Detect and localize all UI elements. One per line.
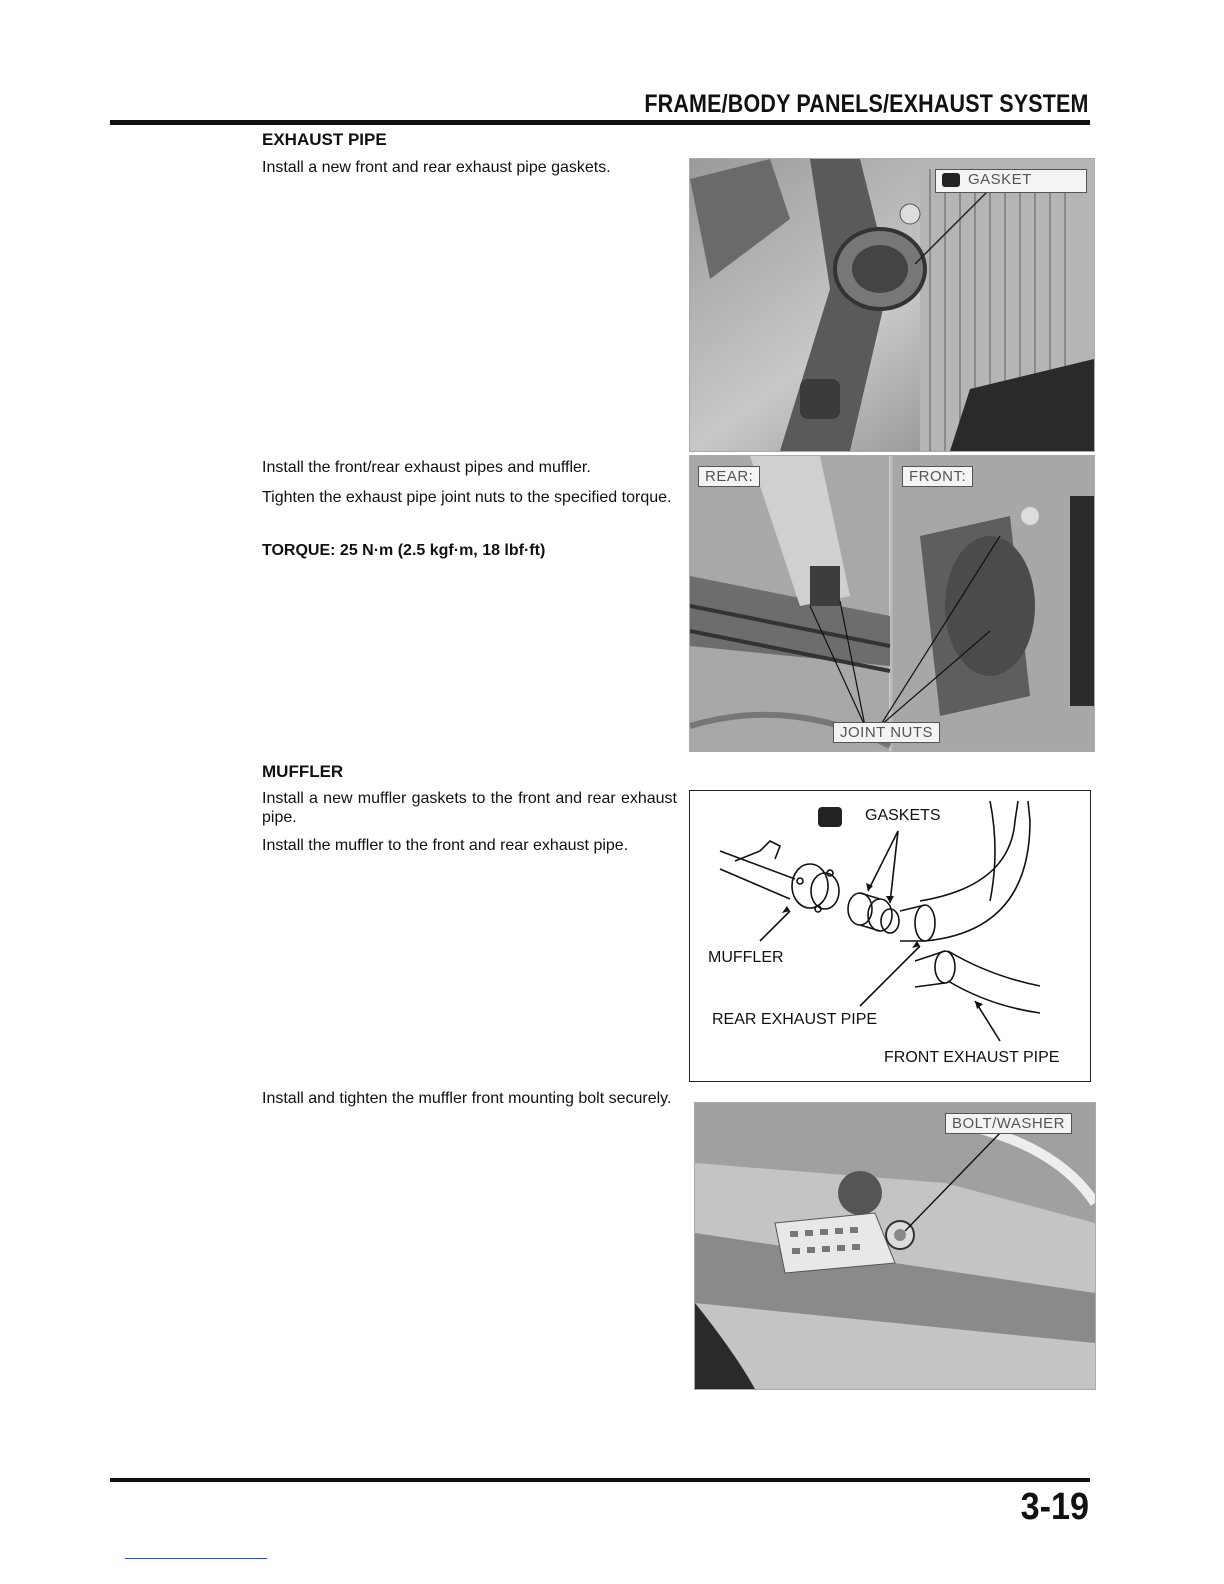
muffler-step-1: Install a new muffler gaskets to the front and rear exhaust pipe.: [262, 790, 677, 826]
page-number: 3-19: [1020, 1486, 1089, 1528]
footer-link-underline[interactable]: [125, 1558, 267, 1559]
exhaust-step-2: Install the front/rear exhaust pipes and muffler.: [262, 459, 591, 476]
page-header-title: FRAME/BODY PANELS/EXHAUST SYSTEM: [644, 90, 1089, 118]
exhaust-step-3: Tighten the exhaust pipe joint nuts to the specified torque.: [262, 489, 672, 506]
rear-exhaust-pipe-label: REAR EXHAUST PIPE: [712, 1011, 878, 1028]
muffler-diagram: [689, 790, 1091, 1082]
front-label: FRONT:: [902, 466, 973, 487]
new-part-icon: [818, 807, 842, 827]
bolt-washer-label: BOLT/WASHER: [945, 1113, 1072, 1134]
bolt-washer-photo: [694, 1102, 1096, 1390]
rear-label: REAR:: [698, 466, 760, 487]
torque-spec: TORQUE: 25 N·m (2.5 kgf·m, 18 lbf·ft): [262, 542, 546, 559]
new-part-icon: [942, 173, 960, 187]
joint-nuts-photo: [689, 455, 1095, 752]
footer-rule: [110, 1478, 1090, 1482]
section-heading-exhaust-pipe: EXHAUST PIPE: [262, 130, 387, 149]
gasket-label: GASKET: [968, 171, 1032, 188]
exhaust-step-1: Install a new front and rear exhaust pipe gaskets.: [262, 159, 611, 176]
muffler-label: MUFFLER: [708, 949, 784, 966]
gaskets-label: GASKETS: [865, 807, 941, 824]
muffler-step-3: Install and tighten the muffler front mounting bolt securely.: [262, 1090, 672, 1107]
section-heading-muffler: MUFFLER: [262, 762, 344, 781]
joint-nuts-label: JOINT NUTS: [833, 722, 940, 743]
header-rule: [110, 120, 1090, 125]
gasket-label-box: [935, 169, 1087, 193]
muffler-step-2: Install the muffler to the front and rear exhaust pipe.: [262, 837, 629, 854]
gasket-photo: [689, 158, 1095, 452]
front-exhaust-pipe-label: FRONT EXHAUST PIPE: [884, 1049, 1060, 1066]
